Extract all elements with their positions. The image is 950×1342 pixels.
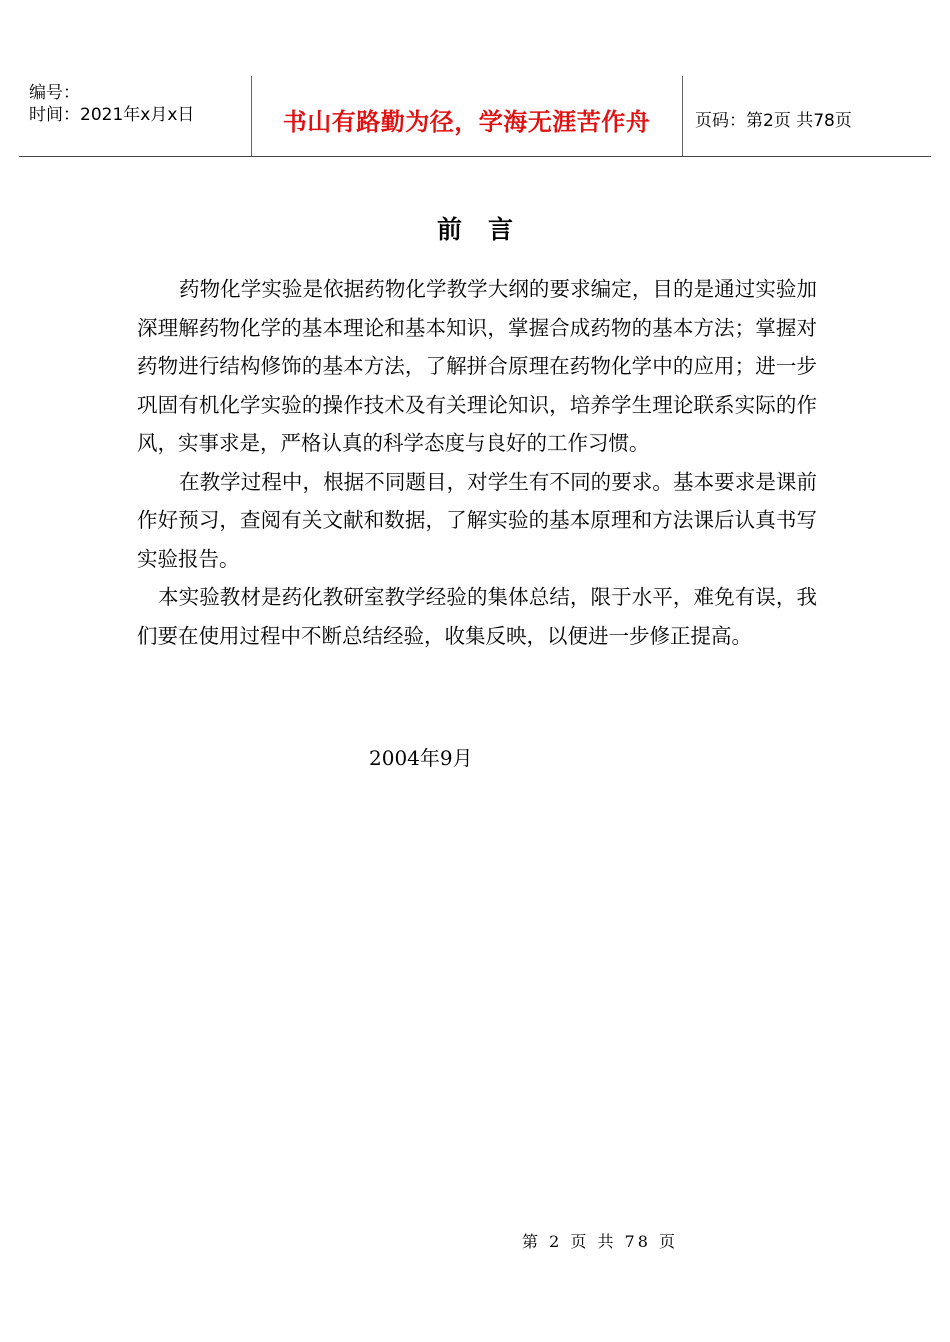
time-label: 时间：2021年x月x日: [29, 105, 195, 125]
document-date: 2004年9月: [369, 746, 473, 770]
paragraph-1: 药物化学实验是依据药物化学教学大纲的要求编定，目的是通过实验加深理解药物化学的基本理论和基本知识，掌握合成药物的基本方法；掌握对药物进行结构修饰的基本方法，了解拼合原理在药物化学中的应用；进一步巩固有机化学实验的操作技术及有关理论知识，培养学生理论联系实际的作风，实事求是，严格认真的科学态度与良好的工作习惯。: [137, 277, 817, 455]
header-middle-cell: [251, 76, 683, 156]
page-info: 页码：第2页 共78页: [695, 111, 852, 131]
paragraph-2: 在教学过程中，根据不同题目，对学生有不同的要求。基本要求是课前作好预习，查阅有关文献和数据，了解实验的基本原理和方法课后认真书写实验报告。: [137, 469, 817, 571]
serial-label: 编号：: [29, 83, 80, 103]
page-footer: 第 2 页 共 78 页: [522, 1232, 678, 1251]
header-left-cell: [19, 76, 252, 156]
motto-text: 书山有路勤为径，学海无涯苦作舟: [282, 108, 651, 136]
document-title: 前言: [436, 215, 539, 244]
paragraph-3: 本实验教材是药化教研室教学经验的集体总结，限于水平，难免有误，我们要在使用过程中不断总结经验，收集反映，以便进一步修正提高。: [137, 585, 817, 648]
page-header: [19, 76, 931, 157]
header-right-cell: [683, 76, 931, 156]
document-body: [137, 270, 817, 655]
